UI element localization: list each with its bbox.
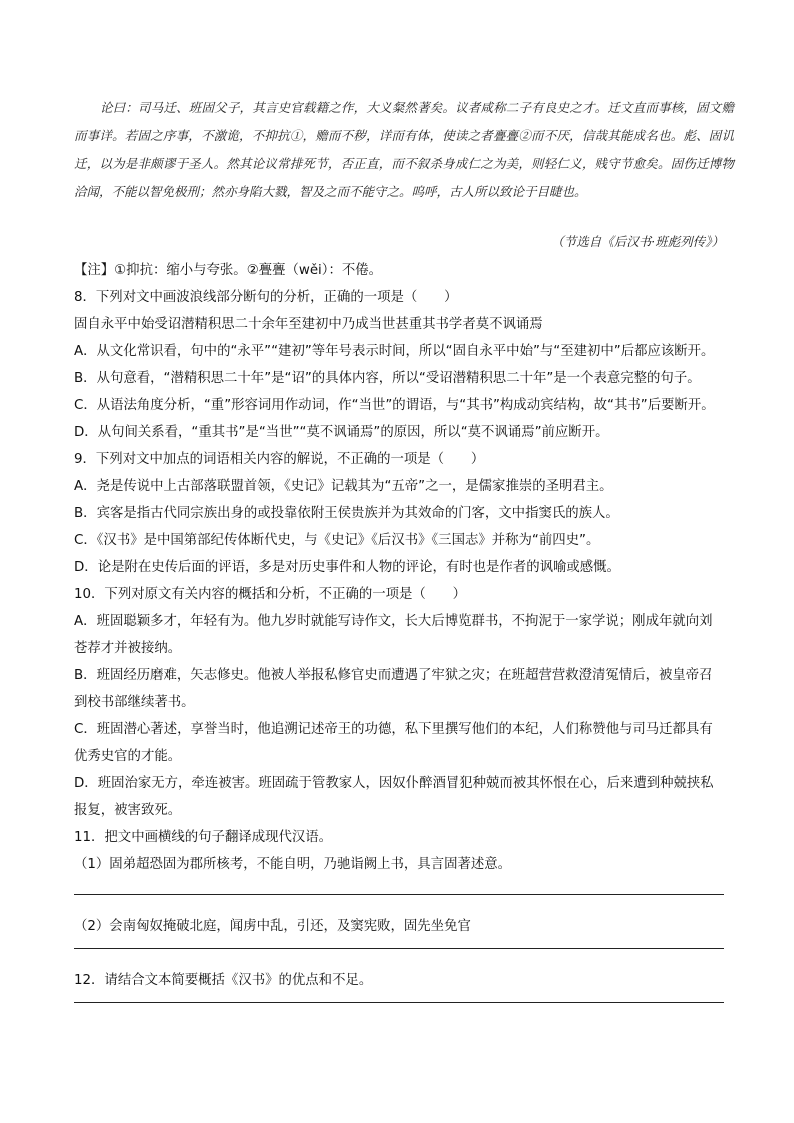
answer-line-2[interactable] (74, 948, 724, 949)
q9-option-a: A．尧是传说中上古部落联盟首领，《史记》记载其为“五帝”之一，是儒家推崇的圣明君主。 (74, 479, 613, 494)
q11-sentence-1: （1）固弟超恐固为郡所核考，不能自明，乃驰诣阙上书，具言固著述意。 (74, 857, 512, 872)
passage-text: 论曰：司马迁、班固父子，其言史官载籍之作，大义粲然著矣。议者咸称二子有良史之才。迁文直而事核，固文赡而事详。若固之序事，不激诡，不抑抗①，赡而不秽，详而有体，使读之者亹亹②而不厌，信哉其能成名也。彪、固讥迁，以为是非颇谬于圣人。然其论议常排死节，否正直，而不叙杀身成仁之为美，则轻仁义，贱守节愈矣。固伤迁博物洽闻，不能以智免极刑；然亦身陷大戮，智及之而不能守之。呜呼，古人所以致论于目睫也。 (74, 100, 734, 199)
questions-block (74, 257, 724, 1021)
q12-stem: 12．请结合文本简要概括《汉书》的优点和不足。 (74, 973, 373, 988)
q9-option-d: D．论是附在史传后面的评语，多是对历史事件和人物的评论，有时也是作者的讽喻或感慨。 (74, 560, 620, 575)
q10-option-b: B．班固经历磨难，矢志修史。他被人举报私修官史而遭遇了牢狱之灾；在班超营营救澄清冤情后，被皇帝召到校书部继续著书。 (74, 668, 713, 710)
q8-option-d: D．从句间关系看，“重其书”是“当世”“莫不讽诵焉”的原因，所以“莫不讽诵焉”前应断开。 (74, 425, 609, 440)
q9-option-b: B．宾客是指古代同宗族出身的或投靠依附王侯贵族并为其效命的门客，文中指窦氏的族人。 (74, 506, 619, 521)
q10-option-d: D．班固治家无方，牵连被害。班固疏于管教家人，因奴仆醉酒冒犯种兢而被其怀恨在心，后来遭到种兢挟私报复，被害致死。 (74, 776, 714, 818)
answer-line-1[interactable] (74, 894, 724, 895)
q8-option-a: A．从文化常识看，句中的“永平”“建初”等年号表示时间，所以“固自永平中始”与“至建初中”后都应该断开。 (74, 344, 715, 359)
q10-stem: 10．下列对原文有关内容的概括和分析，不正确的一项是（ ） (74, 587, 466, 602)
passage-block (74, 94, 734, 206)
annotation-note: 【注】①抑抗：缩小与夸张。②亹亹（wěi）：不倦。 (74, 263, 383, 278)
q11-stem: 11．把文中画横线的句子翻译成现代汉语。 (74, 830, 333, 845)
q11-sentence-2: （2）会南匈奴掩破北庭，闻虏中乱，引还，及窦宪败，固先坐免官 (74, 919, 471, 934)
q10-option-a: A．班固聪颖多才，年轻有为。他九岁时就能写诗作文，长大后博览群书，不拘泥于一家学说；刚成年就向刘苍荐才并被接纳。 (74, 614, 713, 656)
q8-sentence: 固自永平中始受诏潜精积思二十余年至建初中乃成当世甚重其书学者莫不讽诵焉 (74, 317, 543, 332)
q9-stem: 9．下列对文中加点的词语相关内容的解说，不正确的一项是（ ） (74, 452, 485, 467)
q8-option-c: C．从语法角度分析，“重”形容词用作动词，作“当世”的谓语，与“其书”构成动宾结构，故“其书”后要断开。 (74, 398, 715, 413)
q9-option-c: C．《汉书》是中国第部纪传体断代史，与《史记》《后汉书》《三国志》并称为“前四史”。 (74, 533, 600, 548)
q8-option-b: B．从句意看，“潜精积思二十年”是“诏”的具体内容，所以“受诏潜精积思二十年”是一个表意完整的句子。 (74, 371, 701, 386)
q10-option-c: C．班固潜心著述，享誉当时，他追溯记述帝王的功德，私下里撰写他们的本纪，人们称赞他与司马迁都具有优秀史官的才能。 (74, 722, 713, 764)
passage-source: （节选自《后汉书·班彪列传》） (551, 234, 724, 249)
q8-stem: 8．下列对文中画波浪线部分断句的分析，正确的一项是（ ） (74, 290, 458, 305)
answer-line-3[interactable] (74, 1002, 724, 1003)
